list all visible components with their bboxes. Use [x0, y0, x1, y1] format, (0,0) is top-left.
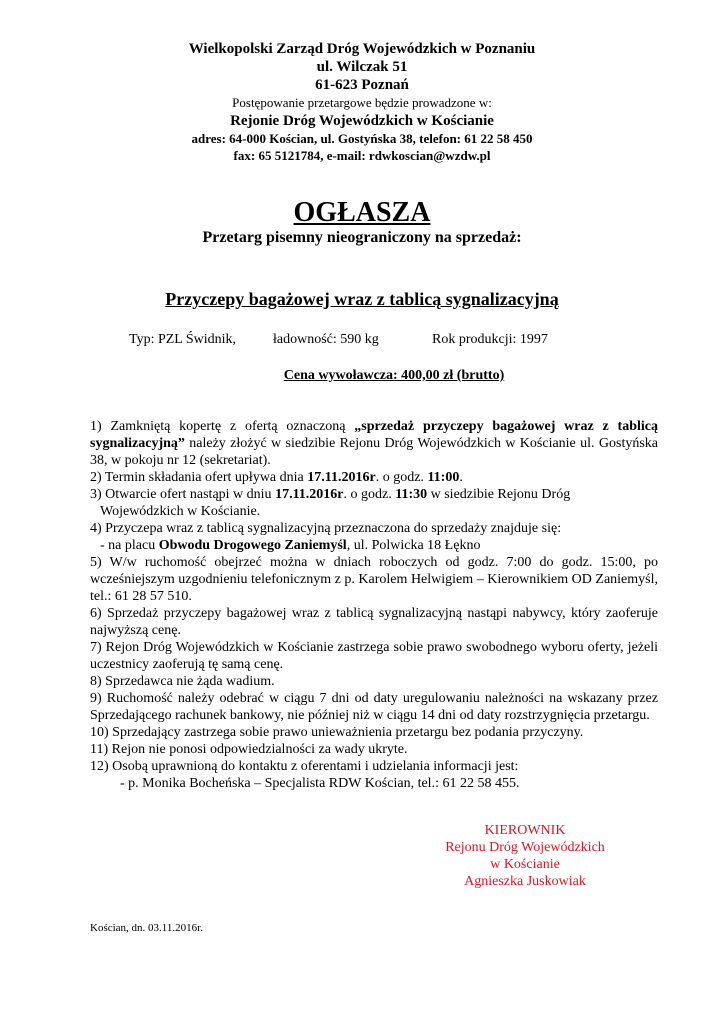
condition-1-text: 1) Zamkniętą kopertę z ofertą oznaczoną — [90, 419, 355, 434]
condition-9: 9) Ruchomość należy odebrać w ciągu 7 dni od daty uregulowaniu należności na wskazany przez Sprzedającego rachunek bankowy, nie później niż w ciągu 14 dni od daty rozstrzygnięcia przetargu. — [90, 691, 658, 723]
condition-4-place: Obwodu Drogowego Zaniemyśl — [158, 538, 347, 553]
signature-unit-1: Rejonu Dróg Wojewódzkich — [445, 840, 605, 855]
condition-12: 12) Osobą uprawnioną do kontaktu z oferentami i udzielania informacji jest: — [90, 759, 519, 774]
item-type: Typ: PZL Świdnik, — [129, 332, 237, 347]
condition-2-time: 11:00 — [427, 470, 460, 485]
signature-name: Agnieszka Juskowiak — [464, 874, 586, 889]
org-street: ul. Wilczak 51 — [316, 59, 408, 75]
item-year: Rok produkcji: 1997 — [432, 332, 548, 347]
condition-2-text: 2) Termin składania ofert upływa dnia — [90, 470, 308, 485]
condition-5: 5) W/w ruchomość obejrzeć można w dniach roboczych od godz. 7:00 do godz. 15:00, po wcześniejszym uzgodnieniu telefonicznym z p. Karolem Helwigiem – Kierownikiem OD Zaniemyśl, tel.: 61 28 57 510. — [90, 555, 658, 604]
condition-7: 7) Rejon Dróg Wojewódzkich w Kościanie zastrzega sobie prawo swobodnego wyboru oferty, jeżeli uczestnicy zaoferują tę samą cenę. — [90, 640, 658, 672]
condition-6: 6) Sprzedaż przyczepy bagażowej wraz z tablicą sygnalizacyjną nastąpi nabywcy, który zaoferuje najwyższą cenę. — [90, 606, 658, 638]
condition-4: 4) Przyczepa wraz z tablicą sygnalizacyjną przeznaczona do sprzedaży znajduje się: — [90, 521, 562, 536]
sale-item-title: Przyczepy bagażowej wraz z tablicą sygnalizacyjną — [165, 289, 559, 309]
condition-1-label: „sprzedaż przyczepy bagażowej wraz z tablicą sygnalizacyjną” — [90, 419, 658, 451]
condition-3-date: 17.11.2016r — [275, 487, 344, 502]
announcement-title: OGŁASZA — [293, 197, 431, 228]
procedure-intro: Postępowanie przetargowe będzie prowadzone w: — [232, 95, 492, 110]
condition-4-location — [90, 537, 658, 554]
item-capacity: ładowność: 590 kg — [273, 332, 379, 347]
condition-3-text-end: w siedzibie Rejonu Dróg — [427, 487, 571, 502]
condition-3-text: 3) Otwarcie ofert nastąpi w dniu — [90, 487, 276, 502]
condition-1 — [90, 418, 658, 469]
condition-2 — [90, 469, 658, 486]
place-date: Kościan, dn. 03.11.2016r. — [90, 922, 203, 934]
condition-4-address: , ul. Polwicka 18 Łękno — [346, 538, 481, 553]
condition-12-contact: - p. Monika Bocheńska – Specjalista RDW Kościan, tel.: 61 22 58 455. — [120, 776, 520, 791]
signature-role: KIEROWNIK — [484, 823, 566, 838]
org-city: 61-623 Poznań — [315, 77, 409, 93]
condition-4-prefix: - na placu — [100, 538, 159, 553]
condition-3-cont: Wojewódzkich w Kościanie. — [100, 504, 261, 519]
condition-3-text-mid: . o godz. — [343, 487, 396, 502]
condition-2-text-mid: . o godz. — [375, 470, 428, 485]
branch-name: Rejonie Dróg Wojewódzkich w Kościanie — [230, 113, 494, 129]
starting-price: Cena wywoławcza: 400,00 zł (brutto) — [283, 368, 505, 383]
condition-1-text-end: należy złożyć w siedzibie Rejonu Dróg Wojewódzkich w Kościanie ul. Gostyńska 38, w pokoju nr 12 (sekretariat). — [90, 436, 658, 468]
signature-unit-2: w Kościanie — [490, 857, 560, 872]
condition-2-date: 17.11.2016r — [307, 470, 376, 485]
branch-address: adres: 64-000 Kościan, ul. Gostyńska 38, telefon: 61 22 58 450 — [191, 131, 533, 146]
condition-8: 8) Sprzedawca nie żąda wadium. — [90, 674, 275, 689]
condition-10: 10) Sprzedający zastrzega sobie prawo unieważnienia przetargu bez podania przyczyny. — [90, 725, 584, 740]
branch-contact: fax: 65 5121784, e-mail: rdwkoscian@wzdw.pl — [233, 148, 491, 163]
condition-3 — [90, 486, 658, 503]
condition-11: 11) Rejon nie ponosi odpowiedzialności za wady ukryte. — [90, 742, 408, 757]
org-name: Wielkopolski Zarząd Dróg Wojewódzkich w Poznaniu — [188, 41, 536, 57]
condition-3-time: 11:30 — [395, 487, 428, 502]
announcement-subtitle: Przetarg pisemny nieograniczony na sprzedaż: — [202, 229, 522, 246]
condition-2-text-end: . — [459, 470, 463, 485]
conditions-list — [90, 418, 658, 792]
